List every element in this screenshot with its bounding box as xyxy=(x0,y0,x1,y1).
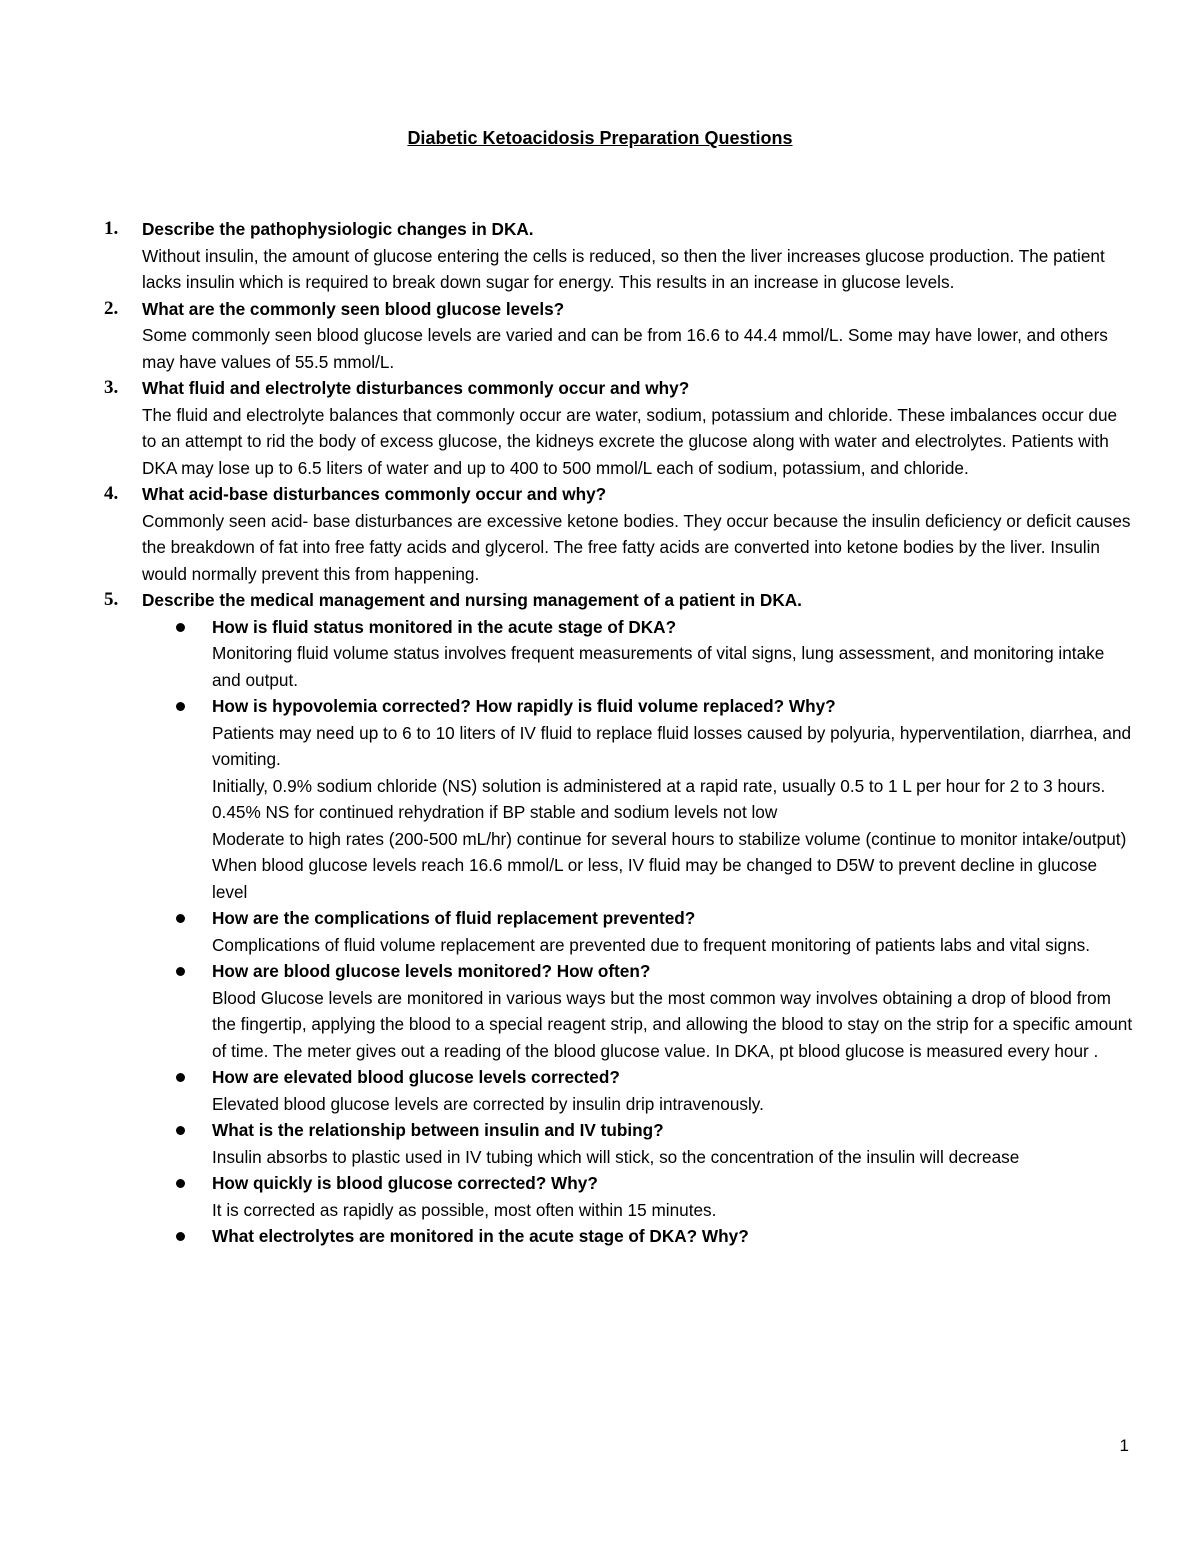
question-1 xyxy=(104,216,1134,296)
answer-text: Some commonly seen blood glucose levels are varied and can be from 16.6 to 44.4 mmol/L. Some may have lower, and others may have values of 55.5 mmol/L. xyxy=(142,325,1108,372)
question-number: 1. xyxy=(104,218,119,239)
answer-text: Patients may need up to 6 to 10 liters of IV fluid to replace fluid losses caused by polyuria, hyperventilation, diarrhea, and vomiting. xyxy=(212,722,1132,769)
question-number: 4. xyxy=(104,483,119,504)
question-number: 3. xyxy=(104,377,119,398)
question-2 xyxy=(104,296,1134,376)
answer-text: Elevated blood glucose levels are corrected by insulin drip intravenously. xyxy=(212,1093,764,1114)
document-title: Diabetic Ketoacidosis Preparation Questions xyxy=(407,128,793,148)
question-5 xyxy=(104,587,1134,1250)
question-text: What fluid and electrolyte disturbances commonly occur and why? xyxy=(142,378,690,398)
bullet-icon xyxy=(176,623,185,632)
question-text: Describe the pathophysiologic changes in DKA. xyxy=(142,219,534,239)
subquestion-insulin-tubing xyxy=(104,1117,1134,1170)
page-number: 1 xyxy=(1119,1436,1129,1455)
subquestion-text: How quickly is blood glucose corrected? Why? xyxy=(212,1173,598,1193)
subquestion-correction-speed xyxy=(104,1170,1134,1223)
answer-text: When blood glucose levels reach 16.6 mmol/L or less, IV fluid may be changed to D5W to prevent decline in glucose level xyxy=(212,855,1097,902)
subquestion-text: What is the relationship between insulin and IV tubing? xyxy=(212,1120,664,1140)
subquestion-glucose-correction xyxy=(104,1064,1134,1117)
subquestion-glucose-monitoring xyxy=(104,958,1134,1064)
subquestion-electrolytes xyxy=(104,1223,1134,1250)
subquestion-text: How is fluid status monitored in the acute stage of DKA? xyxy=(212,616,677,637)
bullet-icon xyxy=(176,967,185,976)
question-number: 2. xyxy=(104,297,119,319)
answer-text: 0.45% NS for continued rehydration if BP stable and sodium levels not low xyxy=(212,802,778,822)
answer-text: Initially, 0.9% sodium chloride (NS) solution is administered at a rapid rate, usually 0.5 to 1 L per hour for 2 to 3 hours. xyxy=(212,775,1106,796)
answer-text: Without insulin, the amount of glucose entering the cells is reduced, so then the liver increases glucose production. The patient lacks insulin which is required to break down sugar for energy. This results in an increase in glucose levels. xyxy=(142,245,1105,292)
answer-text: The fluid and electrolyte balances that commonly occur are water, sodium, potassium and chloride. These imbalances occur due to an attempt to rid the body of excess glucose, the kidneys excrete the glucose along with water and electrolytes. Patients with DKA may lose up to 6.5 liters of water and up to 400 to 500 mmol/L each of sodium, potassium, and chloride. xyxy=(142,404,1118,478)
subquestion-text: How are the complications of fluid replacement prevented? xyxy=(212,908,696,928)
subquestion-text: How are elevated blood glucose levels corrected? xyxy=(212,1067,620,1087)
subquestion-fluid-status xyxy=(104,614,1134,694)
answer-text: Monitoring fluid volume status involves frequent measurements of vital signs, lung assessment, and monitoring intake and output. xyxy=(212,643,1105,690)
question-list xyxy=(104,216,1134,1250)
answer-text: Insulin absorbs to plastic used in IV tubing which will stick, so the concentration of the insulin will decrease xyxy=(212,1146,1020,1167)
bullet-icon xyxy=(176,1232,185,1241)
subquestion-hypovolemia xyxy=(104,693,1134,905)
bullet-icon xyxy=(176,702,185,711)
subquestion-text: How are blood glucose levels monitored? How often? xyxy=(212,961,651,981)
question-3 xyxy=(104,375,1134,481)
bullet-icon xyxy=(176,1073,185,1082)
question-text: What are the commonly seen blood glucose levels? xyxy=(142,298,565,319)
subquestion-text: How is hypovolemia corrected? How rapidly is fluid volume replaced? Why? xyxy=(212,696,836,716)
answer-text: Complications of fluid volume replacement are prevented due to frequent monitoring of patients labs and vital signs. xyxy=(212,934,1091,955)
question-text: What acid-base disturbances commonly occur and why? xyxy=(142,484,607,504)
subquestion-text: What electrolytes are monitored in the acute stage of DKA? Why? xyxy=(212,1226,749,1246)
answer-text: It is corrected as rapidly as possible, most often within 15 minutes. xyxy=(212,1199,717,1220)
question-4 xyxy=(104,481,1134,587)
bullet-icon xyxy=(176,914,185,923)
bullet-icon xyxy=(176,1179,185,1188)
question-text: Describe the medical management and nursing management of a patient in DKA. xyxy=(142,590,802,610)
question-number: 5. xyxy=(104,589,119,610)
answer-text: Commonly seen acid- base disturbances are excessive ketone bodies. They occur because the insulin deficiency or deficit causes the breakdown of fat into free fatty acids and glycerol. The free fatty acids are converted into ketone bodies by the liver. Insulin would normally prevent this from happening. xyxy=(142,510,1131,584)
bullet-icon xyxy=(176,1126,185,1135)
answer-text: Blood Glucose levels are monitored in various ways but the most common way involves obtaining a drop of blood from the fingertip, applying the blood to a special reagent strip, and allowing the blood to stay on the strip for a specific amount of time. The meter gives out a reading of the blood glucose value. In DKA, pt blood glucose is measured every hour . xyxy=(212,987,1133,1061)
answer-text: Moderate to high rates (200-500 mL/hr) continue for several hours to stabilize volume (continue to monitor intake/output) xyxy=(212,828,1127,849)
subquestion-fluid-complications xyxy=(104,905,1134,958)
